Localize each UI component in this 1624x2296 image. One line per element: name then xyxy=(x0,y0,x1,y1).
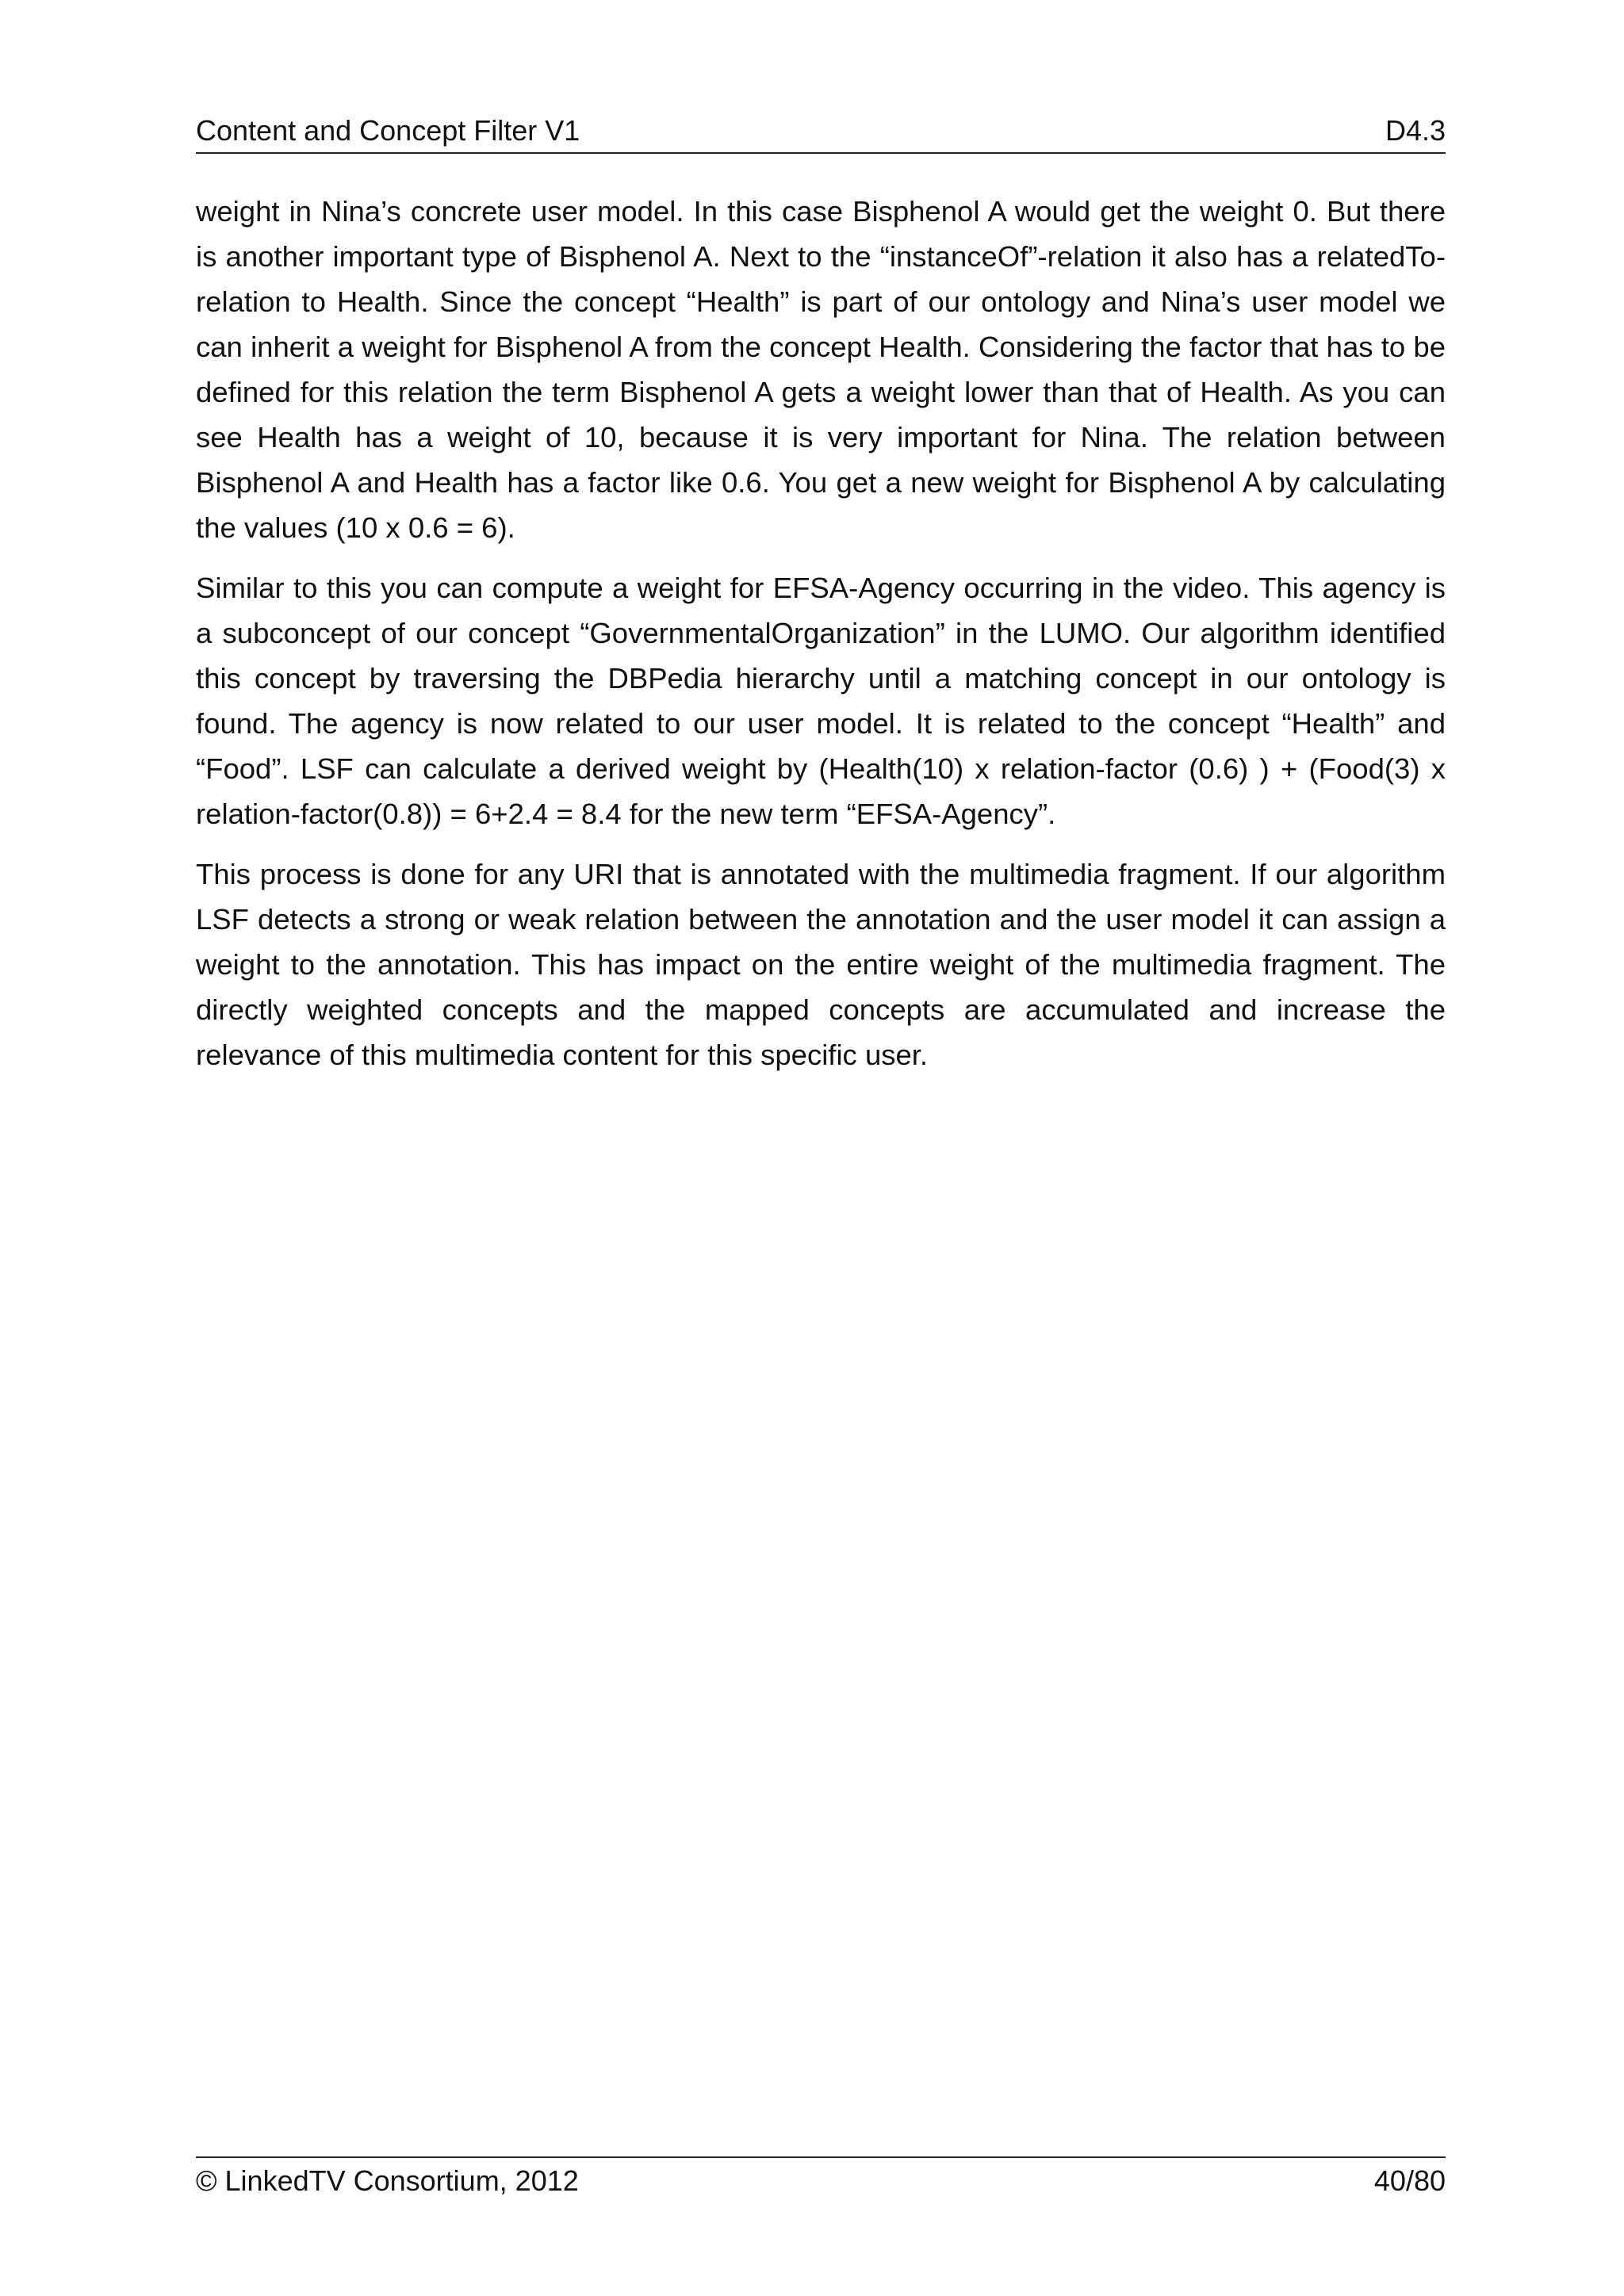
body-text xyxy=(196,189,1446,1093)
footer-copyright: © LinkedTV Consortium, 2012 xyxy=(196,2164,579,2197)
paragraph: Similar to this you can compute a weight for EFSA-Agency occurring in the video. This agency is a subconcept of our concept “GovernmentalOrganization” in the LUMO. Our algorithm identified this concept by traversing the DBPedia hierarchy until a matching concept in our ontology is found. The agency is now related to our user model. It is related to the concept “Health” and “Food”. LSF can calculate a derived weight by (Health(10) x relation-factor (0.6) ) + (Food(3) x relation-factor(0.8)) = 6+2.4 = 8.4 for the new term “EFSA-Agency”. xyxy=(196,572,1446,830)
paragraph: This process is done for any URI that is annotated with the multimedia fragment. If our algorithm LSF detects a strong or weak relation between the annotation and the user model it can assign a weight to the annotation. This has impact on the entire weight of the multimedia fragment. The directly weighted concepts and the mapped concepts are accumulated and increase the relevance of this multimedia content for this specific user. xyxy=(196,858,1446,1071)
header-title: Content and Concept Filter V1 xyxy=(196,114,580,147)
page-footer xyxy=(196,2156,1446,2204)
paragraph: weight in Nina’s concrete user model. In this case Bisphenol A would get the weight 0. But there is another important type of Bisphenol A. Next to the “instanceOf”-relation it also has a relatedTo-relation to Health. Since the concept “Health” is part of our ontology and Nina’s user model we can inherit a weight for Bisphenol A from the concept Health. Considering the factor that has to be defined for this relation the term Bisphenol A gets a weight lower than that of Health. As you can see Health has a weight of 10, because it is very important for Nina. The relation between Bisphenol A and Health has a factor like 0.6. You get a new weight for Bisphenol A by calculating the values (10 x 0.6 = 6). xyxy=(196,195,1446,544)
page-header xyxy=(196,109,1446,154)
footer-page-number: 40/80 xyxy=(1373,2164,1446,2197)
header-doc-id: D4.3 xyxy=(1385,114,1446,147)
